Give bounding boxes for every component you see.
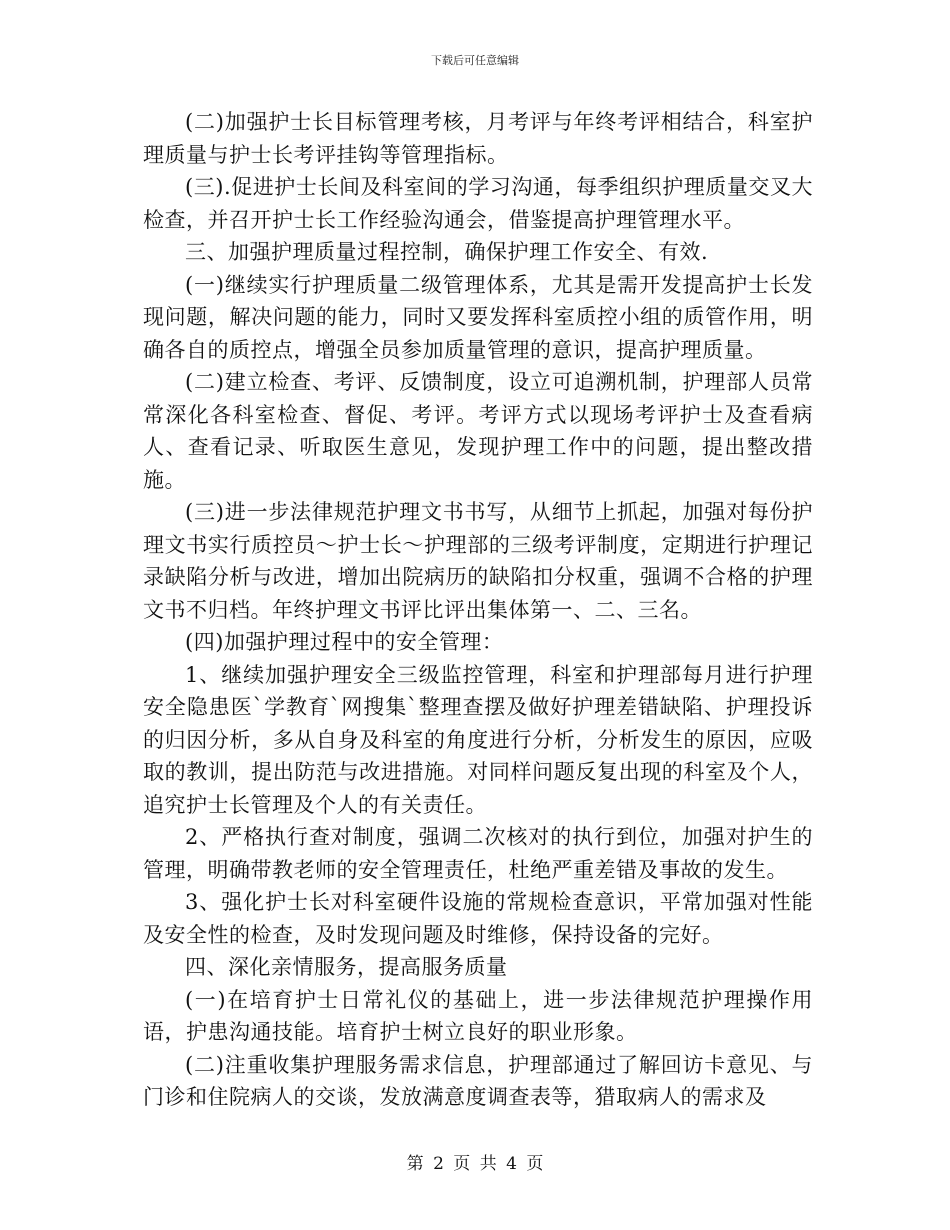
paragraph: (四)加强护理过程中的安全管理： <box>185 630 504 654</box>
paragraph: (三).促进护士长间及科室间的学习沟通，每季组织护理质量交叉大检查，并召开护士长工作经验沟通会，借鉴提高护理管理水平。 <box>143 175 813 232</box>
paragraph: 3、强化护士长对科室硬件设施的常规检查意识，平常加强对性能及安全性的检查，及时发现问题及时维修，保持设备的完好。 <box>143 890 813 947</box>
paragraph: 2、严格执行查对制度，强调二次核对的执行到位，加强对护生的管理，明确带教老师的安全管理责任，杜绝严重差错及事故的发生。 <box>143 825 813 882</box>
paragraph: (二)注重收集护理服务需求信息，护理部通过了解回访卡意见、与门诊和住院病人的交谈，发放满意度调查表等，猎取病人的需求及 <box>143 1052 813 1109</box>
page-number-footer: 第 2 页 共 4 页 <box>406 1154 544 1174</box>
section-heading: 三、加强护理质量过程控制，确保护理工作安全、有效. <box>185 240 709 264</box>
paragraph: (三)进一步法律规范护理文书书写，从细节上抓起，加强对每份护理文书实行质控员～护士长～护理部的三级考评制度，定期进行护理记录缺陷分析与改进，增加出院病历的缺陷扣分权重，强调不合格的护理文书不归档。年终护理文书评比评出集体第一、二、三名。 <box>143 500 813 622</box>
page-header: 下载后可任意编辑 <box>431 54 519 67</box>
paragraph: 1、继续加强护理安全三级监控管理，科室和护理部每月进行护理安全隐患医`学教育`网搜集`整理查摆及做好护理差错缺陷、护理投诉的归因分析，多从自身及科室的角度进行分析，分析发生的原因，应吸取的教训，提出防范与改进措施。对同样问题反复出现的科室及个人，追究护士长管理及个人的有关责任。 <box>143 662 813 817</box>
paragraph: (二)加强护士长目标管理考核，月考评与年终考评相结合，科室护理质量与护士长考评挂钩等管理指标。 <box>143 110 813 167</box>
paragraph: (一)继续实行护理质量二级管理体系，尤其是需开发提高护士长发现问题，解决问题的能力，同时又要发挥科室质控小组的质管作用，明确各自的质控点，增强全员参加质量管理的意识，提高护理质量。 <box>143 272 813 362</box>
document-body <box>143 106 813 1114</box>
section-heading: 四、深化亲情服务，提高服务质量 <box>185 955 508 979</box>
paragraph: (二)建立检查、考评、反馈制度，设立可追溯机制，护理部人员常常深化各科室检查、督促、考评。考评方式以现场考评护士及查看病人、查看记录、听取医生意见，发现护理工作中的问题，提出整改措施。 <box>143 370 813 492</box>
paragraph: (一)在培育护士日常礼仪的基础上，进一步法律规范护理操作用语，护患沟通技能。培育护士树立良好的职业形象。 <box>143 987 813 1044</box>
